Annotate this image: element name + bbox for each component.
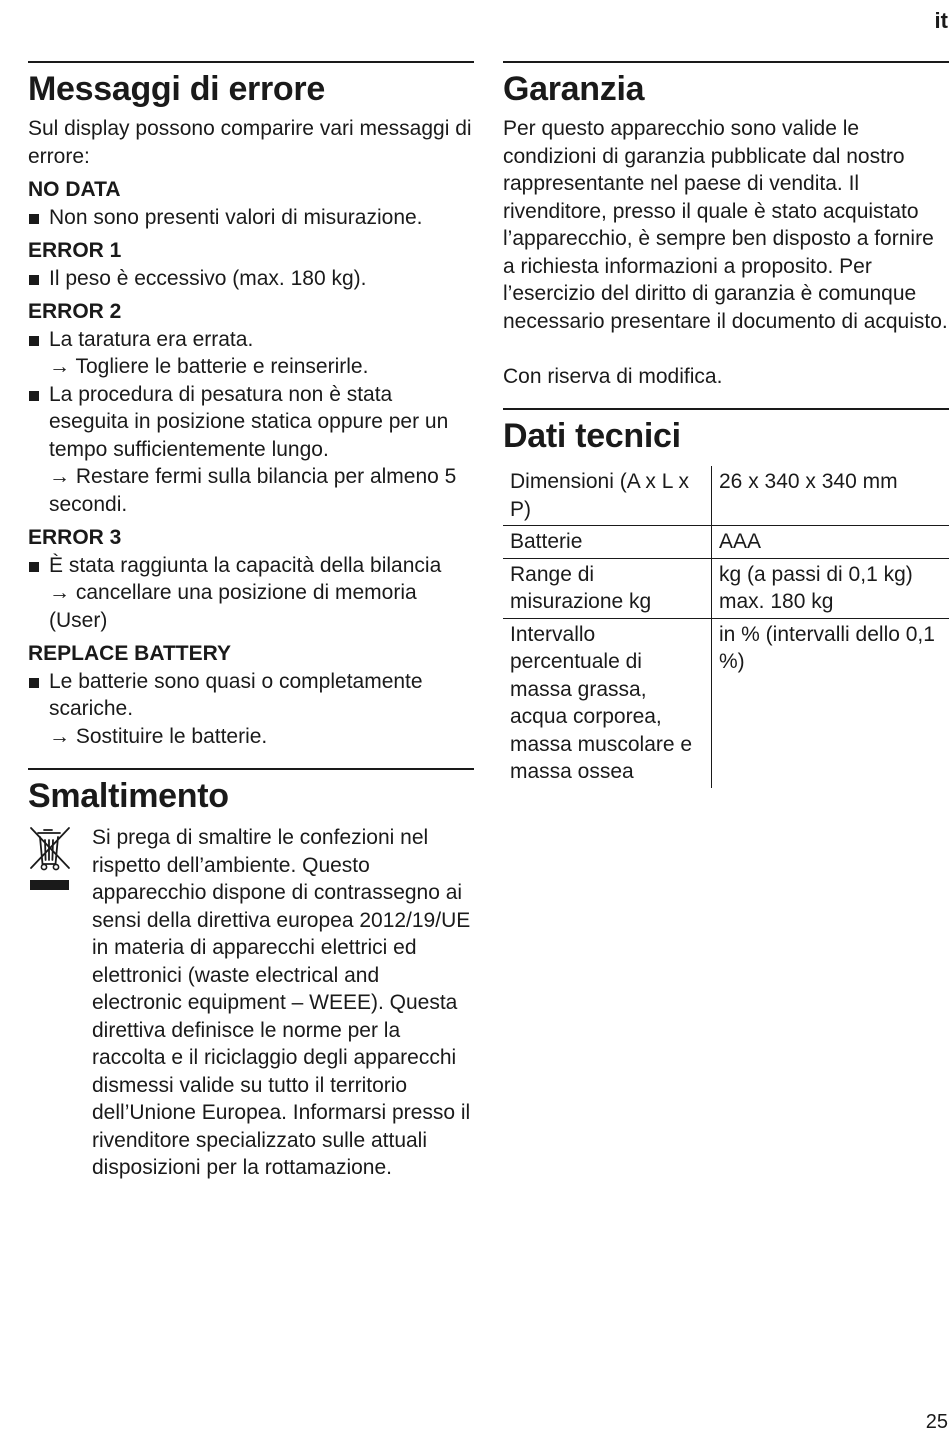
spec-label: Intervallo percentuale di massa grassa, acqua corporea, massa muscolare e massa ossea xyxy=(510,622,693,783)
left-column xyxy=(28,61,474,1182)
page-number: 25 xyxy=(925,1411,948,1433)
list-item-text: La procedura di pesatura non è stata eseguita in posizione statica oppure per un tempo sufficientemente lungo. xyxy=(49,382,449,461)
error-code-error-3: ERROR 3 xyxy=(28,526,122,549)
list-item xyxy=(28,326,474,381)
list-item-action: → cancellare una posizione di memoria (User) xyxy=(49,581,417,632)
warranty-text: Per questo apparecchio sono valide le condizioni di garanzia pubblicate dal nostro rappresentante nel paese di vendita. Il rivenditore, presso il quale è stato acquistato l’apparecchio, è sempre ben disposto a fornire a richiesta informazioni a proposito. Per l’esercizio del diritto di garanzia è comunque necessario presentare il documento di acquisto. xyxy=(503,117,948,333)
specs-section xyxy=(503,408,949,788)
spec-label: Dimensioni (A x L x P) xyxy=(503,466,712,526)
error-list-error-1 xyxy=(28,265,474,293)
right-column xyxy=(503,61,949,788)
table-row xyxy=(503,466,949,526)
table-row xyxy=(503,618,949,788)
specs-table xyxy=(503,466,949,788)
list-item xyxy=(28,381,474,519)
disposal-section xyxy=(28,768,474,1182)
error-code-no-data: NO DATA xyxy=(28,178,121,201)
list-item xyxy=(28,552,474,635)
list-item-text: È stata raggiunta la capacità della bilancia xyxy=(49,553,442,577)
disposal-text: Si prega di smaltire le confezioni nel rispetto dell’ambiente. Questo apparecchio dispone di contrassegno ai sensi della direttiva europea 2012/19/UE in materia di apparecchi elettrici ed elettronici (waste electrical and electronic equipment – WEEE). Questa direttiva definisce le norme per la raccolta e il riciclaggio degli apparecchi dismessi valide su tutto il territorio dell’Unione Europea. Informarsi presso il rivenditore specializzato sulle attuali disposizioni per la rottamazione. xyxy=(92,826,471,1179)
disposal-body xyxy=(28,824,474,1182)
disposal-heading: Smaltimento xyxy=(28,768,474,816)
weee-crossed-bin-icon xyxy=(28,824,92,1182)
error-list-error-3 xyxy=(28,552,474,635)
spec-label: Range di misurazione kg xyxy=(503,558,712,618)
spec-value: 26 x 340 x 340 mm xyxy=(712,466,950,526)
error-code-replace-battery: REPLACE BATTERY xyxy=(28,642,232,665)
spec-label: Batterie xyxy=(503,526,712,559)
table-row xyxy=(503,558,949,618)
list-item-action: → Sostituire le batterie. xyxy=(49,724,268,748)
list-item-action: → Togliere le batterie e reinserirle. xyxy=(49,355,369,378)
list-item-text: Le batterie sono quasi o completamente scariche. xyxy=(49,669,423,720)
list-item: Il peso è eccessivo (max. 180 kg). xyxy=(28,265,474,293)
error-list-no-data xyxy=(28,204,474,232)
spec-value: in % (intervalli dello 0,1 %) xyxy=(712,618,950,788)
list-item xyxy=(28,668,474,751)
warranty-heading: Garanzia xyxy=(503,61,949,109)
table-row xyxy=(503,526,949,559)
error-code-error-1: ERROR 1 xyxy=(28,239,122,262)
spec-value: AAA xyxy=(712,526,950,559)
error-list-error-2 xyxy=(28,326,474,519)
language-tag: it xyxy=(934,8,948,33)
error-list-replace-battery xyxy=(28,668,474,751)
spec-value: kg (a passi di 0,1 kg) max. 180 kg xyxy=(712,558,950,618)
error-messages-heading: Messaggi di errore xyxy=(28,61,474,109)
error-messages-section xyxy=(28,61,474,750)
list-item: Non sono presenti valori di misurazione. xyxy=(28,204,474,232)
error-code-error-2: ERROR 2 xyxy=(28,300,122,323)
specs-heading: Dati tecnici xyxy=(503,408,949,456)
error-messages-intro: Sul display possono comparire vari messaggi di errore: xyxy=(28,117,472,168)
warranty-section xyxy=(503,61,949,390)
list-item-text: La taratura era errata. xyxy=(49,327,254,351)
list-item-action: → Restare fermi sulla bilancia per almeno 5 secondi. xyxy=(49,465,457,516)
warranty-note: Con riserva di modifica. xyxy=(503,364,723,388)
